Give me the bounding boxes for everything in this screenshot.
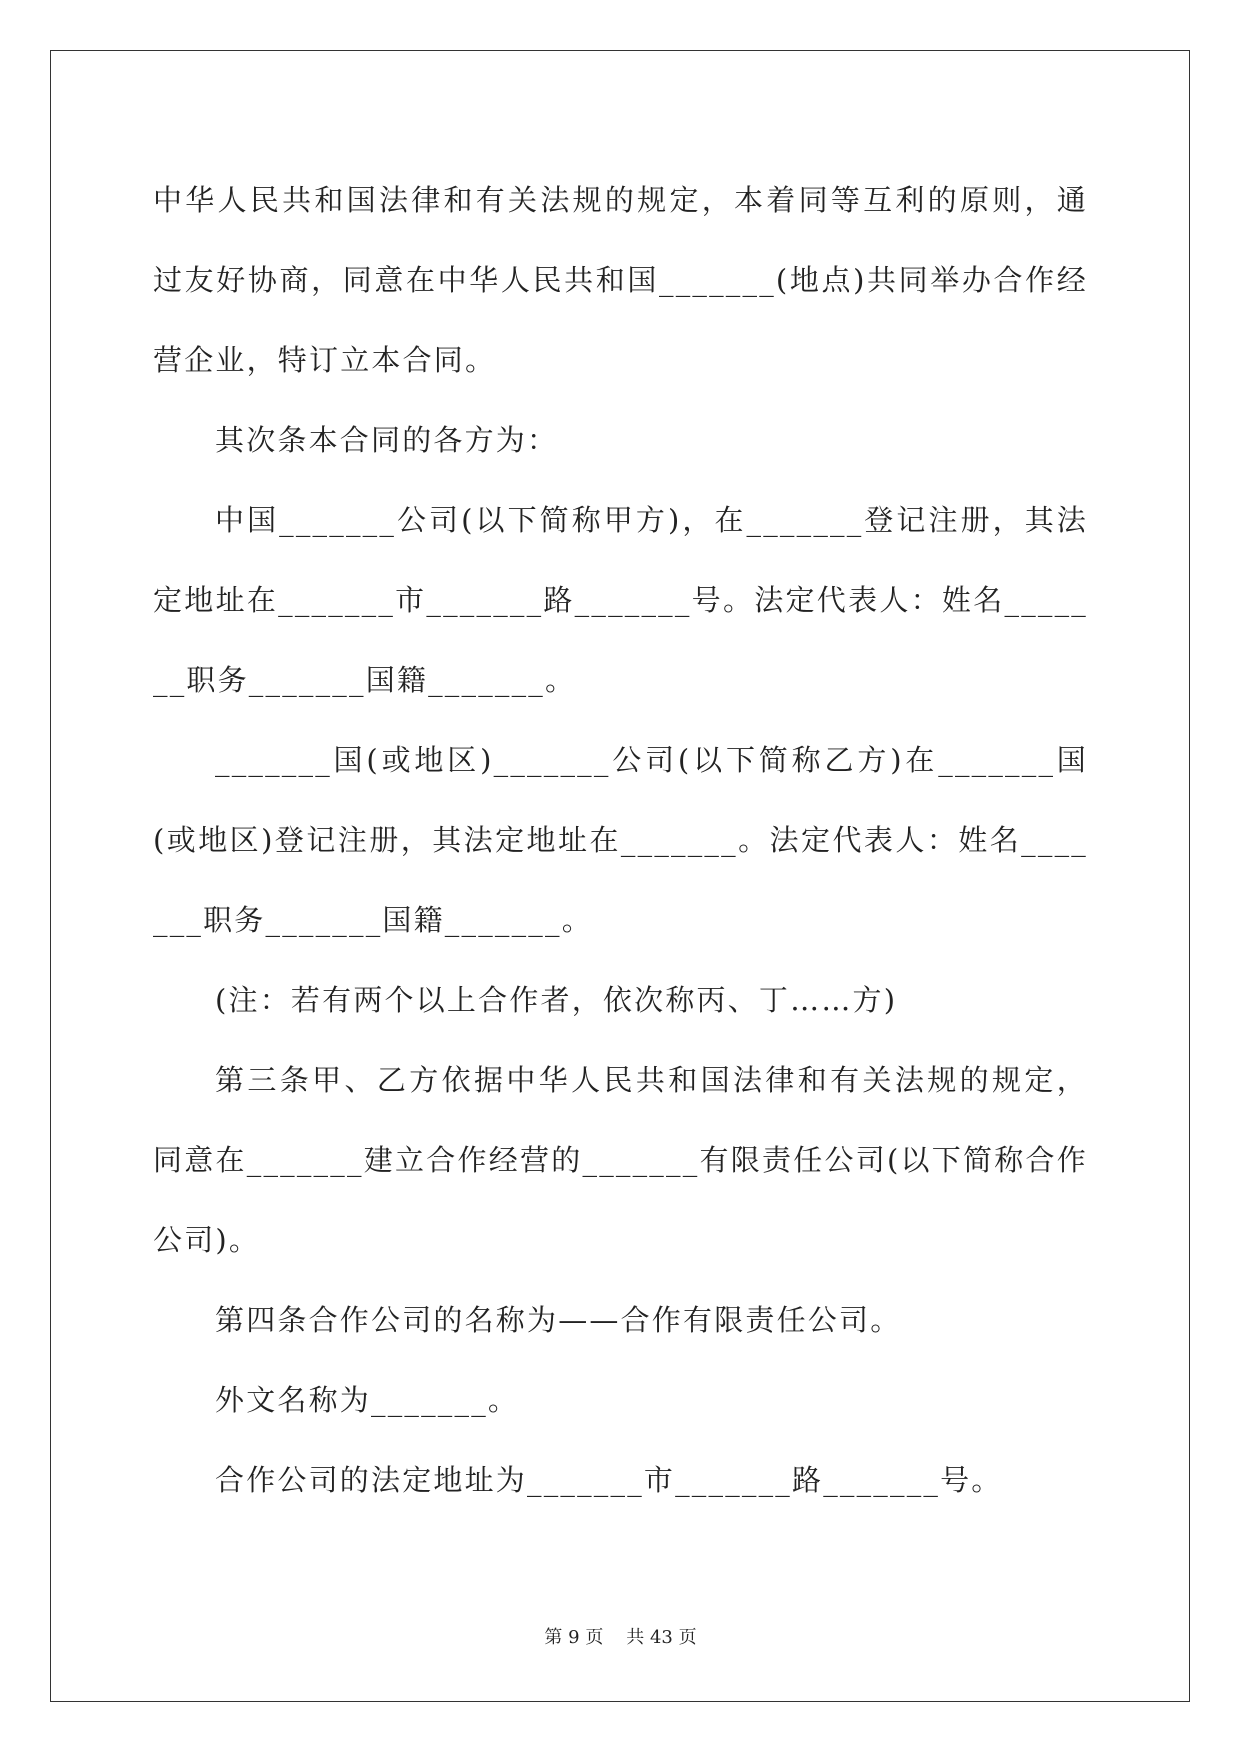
paragraph-5: (注：若有两个以上合作者，依次称丙、丁……方) [215, 983, 898, 1017]
paragraph-6: 第三条甲、乙方依据中华人民共和国法律和有关法规的规定，同意在_______建立合作经营的_______有限责任公司(以下简称合作公司)。 [153, 1063, 1088, 1257]
paragraph-1: 中华人民共和国法律和有关法规的规定，本着同等互利的原则，通过友好协商，同意在中华人民共和国_______(地点)共同举办合作经营企业，特订立本合同。 [153, 183, 1088, 377]
document-body [153, 160, 1088, 1520]
page-footer [0, 1626, 1241, 1650]
paragraph-3: 中国_______公司(以下简称甲方)，在_______登记注册，其法定地址在_______市_______路_______号。法定代表人：姓名_______职务_______国籍_______。 [153, 503, 1088, 697]
paragraph-2: 其次条本合同的各方为： [215, 423, 559, 457]
paragraph-7: 第四条合作公司的名称为——合作有限责任公司。 [215, 1303, 902, 1337]
paragraph-9: 合作公司的法定地址为_______市_______路_______号。 [215, 1463, 1003, 1497]
paragraph-8: 外文名称为_______。 [215, 1383, 520, 1417]
page-total: 共 43 页 [626, 1627, 697, 1648]
page-number: 第 9 页 [544, 1627, 604, 1648]
paragraph-4: _______国(或地区)_______公司(以下简称乙方)在_______国(或地区)登记注册，其法定地址在_______。法定代表人：姓名_______职务_______国籍_______。 [153, 743, 1088, 937]
